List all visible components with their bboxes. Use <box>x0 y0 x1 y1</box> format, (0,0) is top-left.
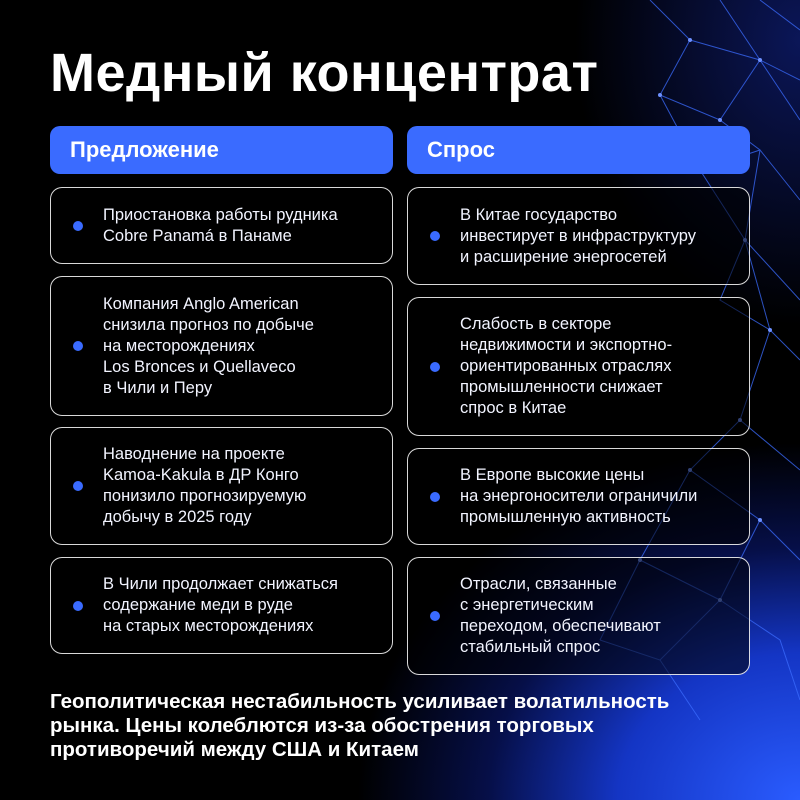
bullet-dot-icon <box>430 611 440 621</box>
bullet-dot-icon <box>73 601 83 611</box>
demand-card <box>407 557 750 675</box>
demand-card <box>407 448 750 545</box>
supply-card <box>50 276 393 416</box>
demand-column-header: Спрос <box>407 126 750 174</box>
page-title: Медный концентрат <box>50 43 599 103</box>
bullet-dot-icon <box>430 231 440 241</box>
bullet-dot-icon <box>73 341 83 351</box>
bullet-dot-icon <box>73 221 83 231</box>
supply-card-text: Приостановка работы рудника Cobre Panamá в Панаме <box>103 205 338 245</box>
supply-card <box>50 187 393 264</box>
footer-summary: Геополитическая нестабильность усиливает волатильность рынка. Цены колеблются из-за обострения торговых противоречий между США и Китаем <box>50 690 670 761</box>
bullet-dot-icon <box>73 481 83 491</box>
bullet-dot-icon <box>430 362 440 372</box>
demand-card-text: В Китае государство инвестирует в инфраструктуру и расширение энергосетей <box>460 205 697 266</box>
supply-card-text: Наводнение на проекте Kamoa-Kakula в ДР Конго понизило прогнозируемую добычу в 2025 году <box>103 445 307 526</box>
demand-card-text: Слабость в секторе недвижимости и экспортно- ориентированных отраслях промышленности снижает спрос в Китае <box>460 315 673 417</box>
supply-card <box>50 427 393 545</box>
supply-card-text: В Чили продолжает снижаться содержание меди в руде на старых месторождениях <box>103 575 338 635</box>
demand-card-text: В Европе высокие цены на энергоносители ограничили промышленную активность <box>460 466 698 526</box>
demand-card <box>407 187 750 285</box>
supply-card-text: Компания Anglo American снизила прогноз по добыче на месторождениях Los Bronces и Quellaveco в Чили и Перу <box>103 294 314 397</box>
supply-column-header: Предложение <box>50 126 393 174</box>
demand-card <box>407 297 750 436</box>
demand-card-text: Отрасли, связанные с энергетическим переходом, обеспечивают стабильный спрос <box>460 575 661 656</box>
bullet-dot-icon <box>430 492 440 502</box>
supply-card <box>50 557 393 654</box>
